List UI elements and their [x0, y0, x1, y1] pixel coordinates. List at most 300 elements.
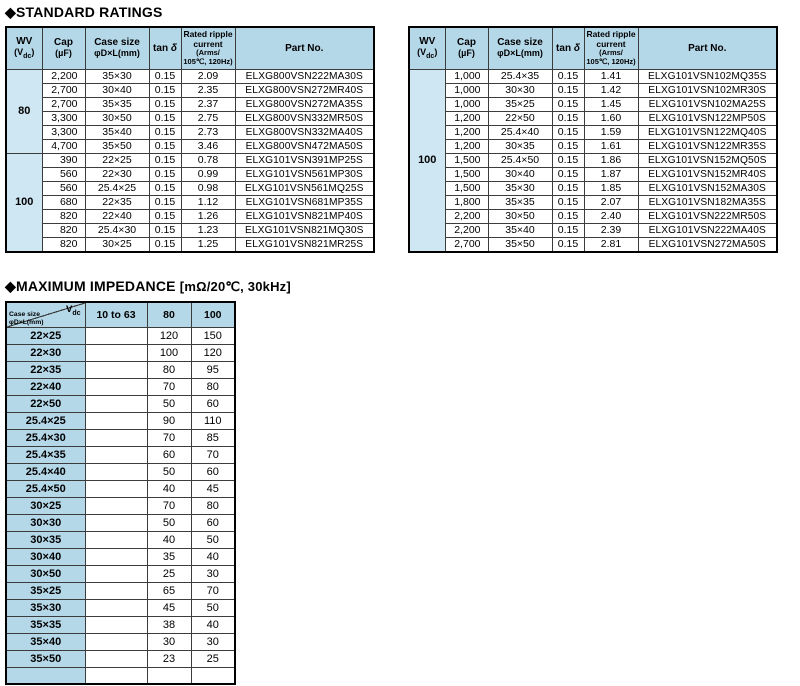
cap-cell: 4,700: [42, 139, 85, 153]
cap-cell: 1,000: [445, 97, 488, 111]
case-size-cell: 30×40: [488, 167, 552, 181]
header-cap: Cap (µF): [445, 27, 488, 69]
impedance-value-cell: 40: [147, 532, 191, 549]
impedance-value-cell: [85, 651, 147, 668]
cap-cell: 2,700: [445, 237, 488, 252]
impedance-value-cell: 70: [191, 447, 235, 464]
ratings-row: [6, 209, 374, 223]
part-no-cell: ELXG101VSN102MR30S: [638, 83, 777, 97]
tan-delta-cell: 0.15: [552, 237, 584, 252]
case-size-cell: 25.4×25: [6, 413, 85, 430]
cap-cell: 560: [42, 181, 85, 195]
case-size-cell: 30×25: [6, 498, 85, 515]
part-no-cell: ELXG101VSN102MA25S: [638, 97, 777, 111]
impedance-title: [5, 278, 800, 295]
impedance-table-body: [6, 328, 235, 684]
case-size-cell: 35×35: [85, 97, 149, 111]
ripple-cell: 1.61: [584, 139, 638, 153]
ratings-row: [6, 195, 374, 209]
ripple-cell: 1.59: [584, 125, 638, 139]
case-size-cell: 35×40: [6, 634, 85, 651]
cap-cell: 390: [42, 153, 85, 167]
impedance-value-cell: [85, 396, 147, 413]
tan-delta-cell: 0.15: [552, 139, 584, 153]
ratings-row: [6, 237, 374, 252]
tan-delta-cell: 0.15: [552, 111, 584, 125]
ripple-header-line: current: [596, 38, 626, 49]
impedance-value-cell: 25: [147, 566, 191, 583]
part-no-cell: ELXG101VSN152MA30S: [638, 181, 777, 195]
ratings-table-left: [5, 26, 375, 253]
ratings-table-head: [409, 27, 777, 69]
impedance-row: [6, 498, 235, 515]
impedance-row: [6, 634, 235, 651]
ratings-row: [409, 125, 777, 139]
cap-cell: 2,200: [445, 223, 488, 237]
ratings-row: [6, 139, 374, 153]
impedance-value-cell: 70: [147, 379, 191, 396]
part-no-cell: ELXG101VSN222MA40S: [638, 223, 777, 237]
ratings-row: [6, 111, 374, 125]
header-case-size: Case size φD×L(mm): [488, 27, 552, 69]
cap-cell: 3,300: [42, 111, 85, 125]
impedance-value-cell: 80: [191, 498, 235, 515]
header-case-size: Case size φD×L(mm): [85, 27, 149, 69]
header-tan-delta: tan δ: [552, 27, 584, 69]
impedance-row: [6, 651, 235, 668]
case-size-cell: 35×35: [488, 195, 552, 209]
tan-delta-cell: 0.15: [149, 237, 181, 252]
case-size-label-line2: φD×L(mm): [9, 318, 44, 326]
case-size-cell: 35×25: [6, 583, 85, 600]
impedance-value-cell: 40: [191, 549, 235, 566]
ripple-header-line: 105℃, 120Hz): [183, 56, 233, 66]
impedance-row: [6, 362, 235, 379]
ripple-cell: 2.37: [181, 97, 235, 111]
ratings-row: [6, 97, 374, 111]
case-size-cell: [6, 668, 85, 684]
cap-cell: 1,500: [445, 167, 488, 181]
cap-cell: 1,500: [445, 153, 488, 167]
case-size-cell: 30×35: [6, 532, 85, 549]
impedance-value-cell: 50: [191, 532, 235, 549]
impedance-value-cell: 38: [147, 617, 191, 634]
tan-delta-cell: 0.15: [552, 83, 584, 97]
ripple-cell: 1.26: [181, 209, 235, 223]
cap-cell: 820: [42, 223, 85, 237]
cap-cell: 2,200: [42, 69, 85, 83]
impedance-value-cell: 60: [147, 447, 191, 464]
wv-unit: $(V_{dc})$: [14, 47, 35, 60]
cap-cell: 560: [42, 167, 85, 181]
impedance-value-cell: [85, 481, 147, 498]
cap-cell: 3,300: [42, 125, 85, 139]
tan-delta-cell: 0.15: [552, 181, 584, 195]
ripple-cell: 1.45: [584, 97, 638, 111]
impedance-value-cell: 80: [191, 379, 235, 396]
tan-delta-cell: 0.15: [552, 69, 584, 83]
cap-unit: (µF): [55, 48, 72, 59]
ratings-row: [6, 83, 374, 97]
impedance-value-cell: 45: [191, 481, 235, 498]
part-no-cell: ELXG800VSN272MR40S: [235, 83, 374, 97]
case-size-cell: 22×25: [85, 153, 149, 167]
ripple-cell: 0.98: [181, 181, 235, 195]
impedance-row: [6, 617, 235, 634]
impedance-value-cell: 95: [191, 362, 235, 379]
header-tan-delta: tan δ: [149, 27, 181, 69]
ripple-header-line: 105℃, 120Hz): [586, 56, 636, 66]
ratings-row: [409, 69, 777, 83]
case-size-cell: 35×50: [6, 651, 85, 668]
case-size-cell: 30×30: [6, 515, 85, 532]
cap-cell: 2,700: [42, 97, 85, 111]
case-size-cell: 30×40: [85, 83, 149, 97]
impedance-value-cell: [85, 617, 147, 634]
impedance-value-cell: 60: [191, 464, 235, 481]
standard-ratings-section: [5, 26, 800, 253]
ripple-cell: 1.23: [181, 223, 235, 237]
case-size-cell: 25.4×50: [6, 481, 85, 498]
part-no-cell: ELXG101VSN821MR25S: [235, 237, 374, 252]
impedance-table-head: [6, 302, 235, 328]
tan-delta-cell: 0.15: [149, 167, 181, 181]
case-size-cell: 30×50: [6, 566, 85, 583]
header-cap: Cap (µF): [42, 27, 85, 69]
case-size-cell: 25.4×50: [488, 153, 552, 167]
impedance-value-cell: 45: [147, 600, 191, 617]
ripple-cell: 2.75: [181, 111, 235, 125]
part-no-cell: ELXG101VSN681MP35S: [235, 195, 374, 209]
impedance-value-cell: [85, 515, 147, 532]
tan-delta-cell: 0.15: [149, 83, 181, 97]
impedance-value-cell: [85, 600, 147, 617]
impedance-value-cell: 65: [147, 583, 191, 600]
tan-delta-cell: 0.15: [149, 153, 181, 167]
impedance-value-cell: 85: [191, 430, 235, 447]
ripple-cell: 1.85: [584, 181, 638, 195]
impedance-row: [6, 413, 235, 430]
impedance-row: [6, 583, 235, 600]
ratings-table-body: [409, 69, 777, 252]
case-size-label-line1: Case size: [9, 311, 40, 319]
cap-cell: 1,200: [445, 125, 488, 139]
tan-delta-cell: 0.15: [149, 195, 181, 209]
part-no-cell: ELXG101VSN122MR35S: [638, 139, 777, 153]
cap-cell: 2,700: [42, 83, 85, 97]
ripple-header-line: Rated ripple: [183, 29, 233, 40]
part-no-cell: ELXG101VSN561MP30S: [235, 167, 374, 181]
case-size-cell: 22×25: [6, 328, 85, 345]
tan-delta-cell: 0.15: [552, 97, 584, 111]
header-ripple-current: [181, 27, 235, 69]
ratings-row: [409, 153, 777, 167]
impedance-value-cell: [147, 668, 191, 684]
impedance-header-row: [6, 302, 235, 328]
impedance-row: [6, 566, 235, 583]
case-size-cell: 25.4×30: [85, 223, 149, 237]
ratings-row: [6, 125, 374, 139]
impedance-value-cell: [85, 447, 147, 464]
wv-group-cell: 100: [6, 153, 42, 252]
ripple-cell: 1.12: [181, 195, 235, 209]
impedance-value-cell: [85, 430, 147, 447]
impedance-value-cell: 90: [147, 413, 191, 430]
ripple-cell: 1.25: [181, 237, 235, 252]
impedance-value-cell: 60: [191, 396, 235, 413]
impedance-value-cell: 40: [147, 481, 191, 498]
case-size-cell: 25.4×30: [6, 430, 85, 447]
impedance-value-cell: 70: [147, 430, 191, 447]
header-part-no: Part No.: [235, 27, 374, 69]
header-ripple-current: [584, 27, 638, 69]
tan-delta-cell: 0.15: [149, 209, 181, 223]
impedance-value-cell: 35: [147, 549, 191, 566]
part-no-cell: ELXG101VSN182MA35S: [638, 195, 777, 209]
ripple-cell: 2.39: [584, 223, 638, 237]
impedance-voltage-header: 100: [191, 302, 235, 328]
ripple-cell: 2.81: [584, 237, 638, 252]
impedance-value-cell: [85, 668, 147, 684]
cap-cell: 1,800: [445, 195, 488, 209]
impedance-row: [6, 515, 235, 532]
part-no-cell: ELXG800VSN222MA30S: [235, 69, 374, 83]
impedance-row: [6, 464, 235, 481]
ratings-table-right: [408, 26, 778, 253]
cap-cell: 680: [42, 195, 85, 209]
case-size-cell: 22×35: [85, 195, 149, 209]
cap-cell: 820: [42, 209, 85, 223]
impedance-corner-cell: [6, 302, 85, 328]
part-no-cell: ELXG101VSN122MP50S: [638, 111, 777, 125]
part-no-cell: ELXG101VSN821MP40S: [235, 209, 374, 223]
cap-cell: 2,200: [445, 209, 488, 223]
impedance-value-cell: 30: [191, 566, 235, 583]
cap-cell: 1,000: [445, 69, 488, 83]
impedance-value-cell: 110: [191, 413, 235, 430]
part-no-cell: ELXG800VSN272MA35S: [235, 97, 374, 111]
tan-delta-cell: 0.15: [149, 97, 181, 111]
case-size-cell: 30×35: [488, 139, 552, 153]
part-no-cell: ELXG101VSN222MR50S: [638, 209, 777, 223]
tan-delta-cell: 0.15: [149, 69, 181, 83]
wv-group-cell: 80: [6, 69, 42, 153]
ratings-row: [409, 97, 777, 111]
impedance-value-cell: 70: [191, 583, 235, 600]
wv-group-cell: 100: [409, 69, 445, 252]
case-size-cell: 35×50: [85, 139, 149, 153]
impedance-row: [6, 600, 235, 617]
ripple-cell: 3.46: [181, 139, 235, 153]
impedance-value-cell: [85, 583, 147, 600]
impedance-voltage-header: 10 to 63: [85, 302, 147, 328]
impedance-value-cell: 23: [147, 651, 191, 668]
impedance-value-cell: [85, 634, 147, 651]
impedance-value-cell: [85, 413, 147, 430]
impedance-value-cell: 50: [147, 396, 191, 413]
impedance-row: [6, 481, 235, 498]
impedance-row: [6, 379, 235, 396]
part-no-cell: ELXG101VSN122MQ40S: [638, 125, 777, 139]
cap-cell: 1,200: [445, 111, 488, 125]
tan-delta-cell: 0.15: [552, 125, 584, 139]
case-size-cell: 25.4×35: [488, 69, 552, 83]
ratings-row: [6, 223, 374, 237]
case-size-cell: 30×40: [6, 549, 85, 566]
vdc-label: $V_{dc}$: [65, 303, 81, 317]
case-size-cell: 25.4×40: [488, 125, 552, 139]
ratings-row: [409, 83, 777, 97]
tan-delta-cell: 0.15: [552, 223, 584, 237]
impedance-row: [6, 345, 235, 362]
header-part-no: Part No.: [638, 27, 777, 69]
ratings-row: [409, 223, 777, 237]
header-wv: WV $(V_{dc})$: [409, 27, 445, 69]
impedance-table: [5, 301, 236, 685]
case-size-cell: 35×35: [6, 617, 85, 634]
tan-delta-cell: 0.15: [149, 181, 181, 195]
tan-delta-cell: 0.15: [149, 111, 181, 125]
case-unit: φD×L(mm): [94, 48, 140, 59]
part-no-cell: ELXG800VSN332MR50S: [235, 111, 374, 125]
impedance-value-cell: [85, 498, 147, 515]
ratings-row: [409, 111, 777, 125]
impedance-value-cell: [191, 668, 235, 684]
part-no-cell: ELXG101VSN152MQ50S: [638, 153, 777, 167]
impedance-value-cell: [85, 328, 147, 345]
ripple-header-line: (Arms/: [196, 48, 220, 58]
impedance-value-cell: [85, 464, 147, 481]
impedance-voltage-header: 80: [147, 302, 191, 328]
part-no-cell: ELXG101VSN561MQ25S: [235, 181, 374, 195]
impedance-value-cell: 150: [191, 328, 235, 345]
ratings-row: [409, 209, 777, 223]
ripple-cell: 1.87: [584, 167, 638, 181]
ripple-cell: 1.86: [584, 153, 638, 167]
impedance-row: [6, 447, 235, 464]
case-size-cell: 25.4×35: [6, 447, 85, 464]
header-wv: WV $(V_{dc})$: [6, 27, 42, 69]
case-size-cell: 22×30: [6, 345, 85, 362]
impedance-value-cell: 50: [191, 600, 235, 617]
case-size-cell: 30×50: [85, 111, 149, 125]
case-size-cell: 22×40: [85, 209, 149, 223]
impedance-value-cell: 30: [147, 634, 191, 651]
cap-cell: 1,000: [445, 83, 488, 97]
case-size-cell: 22×35: [6, 362, 85, 379]
impedance-value-cell: 25: [191, 651, 235, 668]
ratings-row: [409, 181, 777, 195]
impedance-value-cell: [85, 345, 147, 362]
case-size-cell: 35×30: [85, 69, 149, 83]
part-no-cell: ELXG101VSN821MQ30S: [235, 223, 374, 237]
tan-delta-cell: 0.15: [552, 153, 584, 167]
impedance-value-cell: 120: [191, 345, 235, 362]
case-size-cell: 35×30: [6, 600, 85, 617]
ratings-row: [409, 195, 777, 209]
tan-delta-cell: 0.15: [552, 167, 584, 181]
impedance-value-cell: 50: [147, 464, 191, 481]
impedance-row: [6, 328, 235, 345]
ratings-row: [6, 69, 374, 83]
case-size-cell: 25.4×25: [85, 181, 149, 195]
impedance-value-cell: [85, 362, 147, 379]
case-size-cell: 22×40: [6, 379, 85, 396]
ripple-cell: 1.42: [584, 83, 638, 97]
ratings-header-row: [409, 27, 777, 69]
impedance-value-cell: [85, 379, 147, 396]
ripple-cell: 1.60: [584, 111, 638, 125]
case-size-cell: 22×50: [6, 396, 85, 413]
ratings-row: [6, 167, 374, 181]
tan-delta-cell: 0.15: [149, 125, 181, 139]
case-size-cell: 35×40: [85, 125, 149, 139]
ratings-row: [6, 181, 374, 195]
ripple-cell: 1.41: [584, 69, 638, 83]
ripple-cell: 2.40: [584, 209, 638, 223]
case-size-cell: 30×30: [488, 83, 552, 97]
ripple-cell: 2.73: [181, 125, 235, 139]
case-size-cell: 22×50: [488, 111, 552, 125]
impedance-value-cell: [85, 549, 147, 566]
impedance-title-suffix: [mΩ/20℃, 30kHz]: [179, 278, 291, 294]
impedance-value-cell: 40: [191, 617, 235, 634]
case-size-cell: 22×30: [85, 167, 149, 181]
ratings-header-row: [6, 27, 374, 69]
ripple-cell: 2.35: [181, 83, 235, 97]
ratings-table-body: [6, 69, 374, 252]
impedance-title-text: ◆MAXIMUM IMPEDANCE: [5, 277, 176, 294]
impedance-value-cell: [85, 532, 147, 549]
tan-delta-cell: 0.15: [149, 139, 181, 153]
impedance-row: [6, 532, 235, 549]
ripple-cell: 2.09: [181, 69, 235, 83]
part-no-cell: ELXG101VSN272MA50S: [638, 237, 777, 252]
ripple-header-line: current: [193, 38, 223, 49]
case-size-cell: 35×40: [488, 223, 552, 237]
tan-delta-cell: 0.15: [149, 223, 181, 237]
standard-ratings-title: ◆STANDARD RATINGS: [5, 4, 163, 20]
case-size-cell: 30×25: [85, 237, 149, 252]
case-unit: φD×L(mm): [497, 48, 543, 59]
case-size-cell: 25.4×40: [6, 464, 85, 481]
tan-delta-cell: 0.15: [552, 209, 584, 223]
part-no-cell: ELXG101VSN391MP25S: [235, 153, 374, 167]
case-size-cell: 35×30: [488, 181, 552, 195]
ratings-table-head: [6, 27, 374, 69]
cap-unit: (µF): [458, 48, 475, 59]
impedance-value-cell: 50: [147, 515, 191, 532]
ripple-cell: 0.78: [181, 153, 235, 167]
part-no-cell: ELXG800VSN332MA40S: [235, 125, 374, 139]
impedance-row: [6, 430, 235, 447]
impedance-row: [6, 549, 235, 566]
tan-delta-cell: 0.15: [552, 195, 584, 209]
ripple-cell: 2.07: [584, 195, 638, 209]
wv-unit: $(V_{dc})$: [417, 47, 438, 60]
part-no-cell: ELXG101VSN152MR40S: [638, 167, 777, 181]
impedance-value-cell: 100: [147, 345, 191, 362]
part-no-cell: ELXG101VSN102MQ35S: [638, 69, 777, 83]
cap-cell: 1,500: [445, 181, 488, 195]
impedance-row: [6, 396, 235, 413]
ripple-header-line: Rated ripple: [586, 29, 636, 40]
case-size-label: [9, 311, 44, 326]
case-size-cell: 30×50: [488, 209, 552, 223]
ratings-row: [409, 237, 777, 252]
impedance-row: [6, 668, 235, 684]
impedance-value-cell: 120: [147, 328, 191, 345]
